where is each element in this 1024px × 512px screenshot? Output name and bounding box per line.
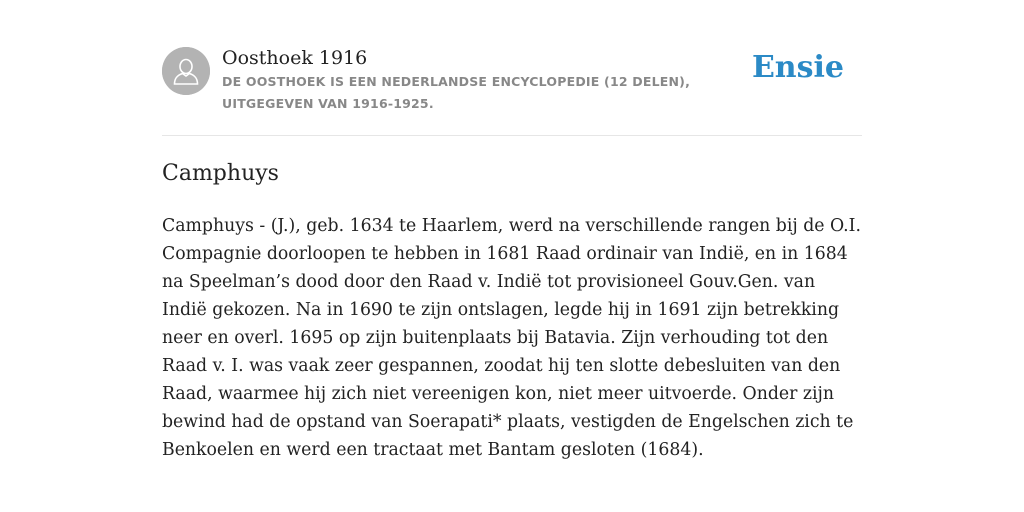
user-avatar-icon[interactable] xyxy=(162,47,210,95)
ensie-logo-link[interactable]: Ensie xyxy=(751,50,844,85)
article-body: Camphuys - (J.), geb. 1634 te Haarlem, werd na verschillende rangen bij de O.I. Compagnie doorloopen te hebben in 1681 Raad ordinair van Indië, en in 1684 na Speelman’s dood door den Raad v. Indië tot provisioneel Gouv.Gen. van Indië gekozen. Na in 1690 te zijn ontslagen, legde hij in 1691 zijn betrekking neer en overl. 1695 op zijn buitenplaats bij Batavia. Zijn verhouding tot den Raad v. I. was vaak zeer gespannen, zoodat hij ten slotte debesluiten van den Raad, waarmee hij zich niet vereenigen kon, niet meer uitvoerde. Onder zijn bewind had de opstand van Soerapati* plaats, vestigden de Engelschen zich te Benkoelen en werd een tractaat met Bantam gesloten (1684). xyxy=(162,216,861,460)
source-description: DE OOSTHOEK IS EEN NEDERLANDSE ENCYCLOPEDIE (12 DELEN), UITGEGEVEN VAN 1916-1925. xyxy=(222,74,691,111)
source-name[interactable]: Oosthoek 1916 xyxy=(222,47,368,69)
article-card xyxy=(162,0,862,460)
source-header xyxy=(162,0,862,136)
article-title: Camphuys xyxy=(162,161,279,186)
source-info xyxy=(222,45,757,115)
